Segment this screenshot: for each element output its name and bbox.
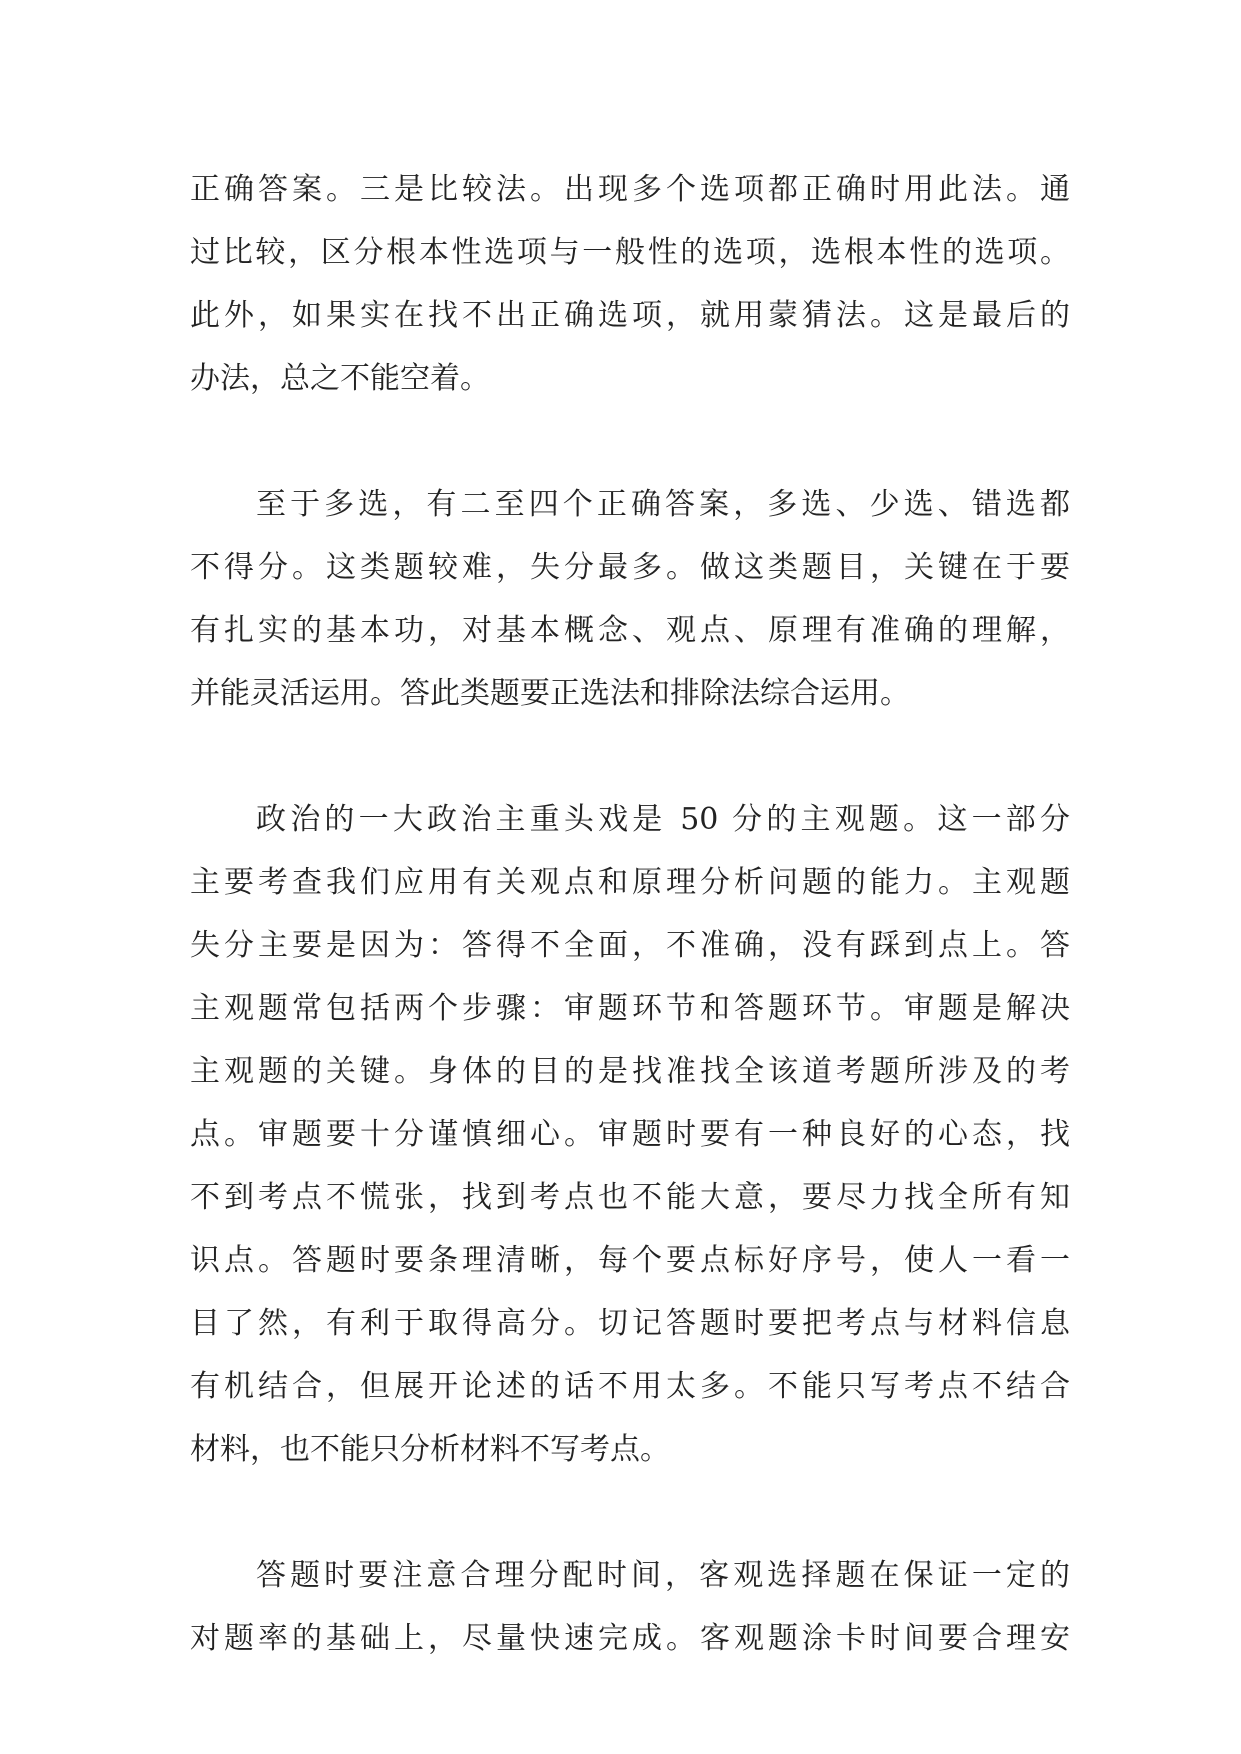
- paragraph-spacer: [190, 1481, 1070, 1544]
- paragraph-spacer: [190, 410, 1070, 473]
- text-line: 不得分。这类题较难，失分最多。做这类题目，关键在于要: [190, 550, 1070, 585]
- text-line: 对题率的基础上，尽量快速完成。客观题涂卡时间要合理安: [190, 1621, 1070, 1656]
- text-line: 办法，总之不能空着。: [190, 361, 490, 396]
- text-line: 答题时要注意合理分配时间，客观选择题在保证一定的: [256, 1558, 1070, 1593]
- text-line: 此外，如果实在找不出正确选项，就用蒙猜法。这是最后的: [190, 298, 1070, 333]
- paragraph-time-allocation: [190, 1544, 1070, 1670]
- text-line: 材料，也不能只分析材料不写考点。: [190, 1432, 670, 1467]
- text-line: 主观题常包括两个步骤：审题环节和答题环节。审题是解决: [190, 991, 1070, 1026]
- text-line: 并能灵活运用。答此类题要正选法和排除法综合运用。: [190, 676, 910, 711]
- text-line: 失分主要是因为：答得不全面，不准确，没有踩到点上。答: [190, 928, 1070, 963]
- paragraph-subjective-questions: [190, 788, 1070, 1481]
- text-line: 过比较，区分根本性选项与一般性的选项，选根本性的选项。: [190, 235, 1070, 270]
- text-line: 至于多选，有二至四个正确答案，多选、少选、错选都: [256, 487, 1070, 522]
- paragraph-spacer: [190, 725, 1070, 788]
- text-line: 正确答案。三是比较法。出现多个选项都正确时用此法。通: [190, 172, 1070, 207]
- text-line: 不到考点不慌张，找到考点也不能大意，要尽力找全所有知: [190, 1180, 1070, 1215]
- text-line: 有扎实的基本功，对基本概念、观点、原理有准确的理解，: [190, 613, 1070, 648]
- text-line: 有机结合，但展开论述的话不用太多。不能只写考点不结合: [190, 1369, 1070, 1404]
- paragraph-multiple-choice: [190, 473, 1070, 725]
- text-line: 点。审题要十分谨慎细心。审题时要有一种良好的心态，找: [190, 1117, 1070, 1152]
- text-line: 目了然，有利于取得高分。切记答题时要把考点与材料信息: [190, 1306, 1070, 1341]
- text-line: 主要考查我们应用有关观点和原理分析问题的能力。主观题: [190, 865, 1070, 900]
- document-body: [190, 158, 1070, 1670]
- text-line: 政治的一大政治主重头戏是 50 分的主观题。这一部分: [256, 802, 1070, 837]
- paragraph-single-choice-methods: [190, 158, 1070, 410]
- text-line: 识点。答题时要条理清晰，每个要点标好序号，使人一看一: [190, 1243, 1070, 1278]
- text-line: 主观题的关键。身体的目的是找准找全该道考题所涉及的考: [190, 1054, 1070, 1089]
